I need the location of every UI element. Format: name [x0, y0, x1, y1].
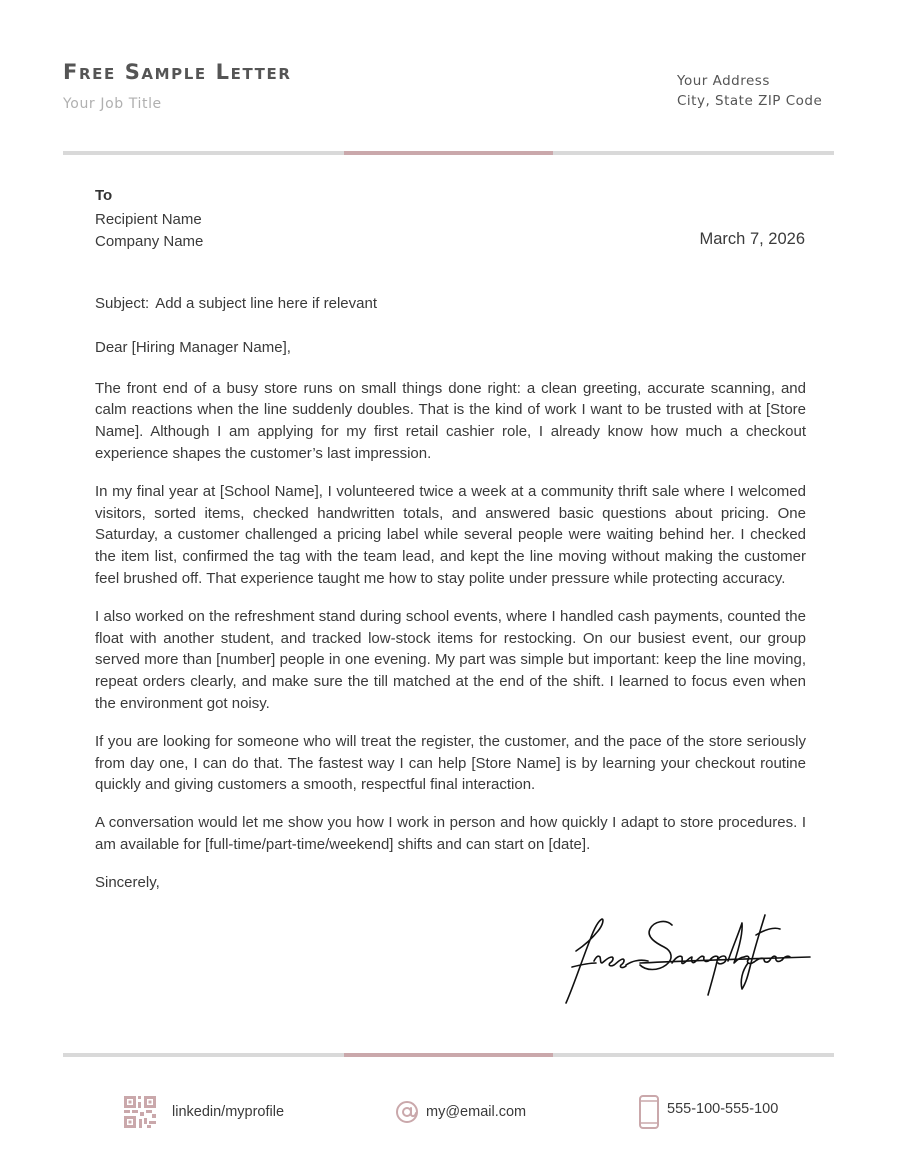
qr-code-icon — [122, 1094, 158, 1130]
body-paragraph-2: In my final year at [School Name], I volunteered twice a week at a community thrift sale where I welcomed visitors, sorted items, checked handwritten totals, and answered basic questions about pricing. One Saturday, a customer challenged a pricing label while several people were waiting behind her. I checked the item list, confirmed the tag with the team lead, and kept the line moving without making the customer feel brushed off. That experience taught me how to stay polite under pressure while protecting accuracy. — [95, 482, 806, 587]
subject-text: Add a subject line here if relevant — [155, 295, 378, 312]
at-sign-icon — [395, 1100, 419, 1124]
subject-label: Subject: — [95, 295, 150, 312]
body-paragraph-5: A conversation would let me show you how I work in person and how quickly I adapt to store procedures. I am available for [full-time/part-time/weekend] shifts and can start on [date]. — [95, 814, 806, 853]
footer-phone[interactable] — [638, 1094, 778, 1130]
sender-address — [677, 71, 822, 111]
email-text: my@email.com — [426, 1104, 527, 1120]
recipient-name: Recipient Name — [95, 211, 202, 228]
to-label: To — [95, 187, 113, 204]
letter-date: March 7, 2026 — [699, 230, 805, 248]
greeting: Dear [Hiring Manager Name], — [95, 338, 291, 356]
address-line-2: City, State ZIP Code — [677, 93, 823, 109]
footer-divider-accent — [344, 1053, 553, 1057]
closing: Sincerely, — [95, 873, 160, 891]
handwritten-signature — [560, 905, 815, 1010]
linkedin-text: linkedin/myprofile — [172, 1104, 285, 1120]
letter-body — [95, 293, 806, 910]
subject-line — [95, 293, 806, 315]
phone-text: 555-100-555-100 — [667, 1101, 779, 1117]
header-divider-accent — [344, 151, 553, 155]
phone-icon — [638, 1094, 660, 1130]
footer-email[interactable] — [395, 1094, 526, 1130]
job-title: Your Job Title — [63, 96, 162, 112]
body-paragraph-1: The front end of a busy store runs on small things done right: a clean greeting, accurate scanning, and calm reactions when the line suddenly doubles. That is the kind of work I want to be trusted with at [Store Name]. Although I am applying for my first retail cashier role, I already know how much a checkout experience shapes the customer’s last impression. — [95, 379, 806, 462]
footer-linkedin[interactable] — [122, 1094, 284, 1130]
company-name: Company Name — [95, 233, 204, 250]
recipient-block — [95, 209, 203, 253]
header-divider — [63, 151, 834, 155]
footer-divider — [63, 1053, 834, 1057]
address-line-1: Your Address — [677, 73, 770, 89]
body-paragraph-3: I also worked on the refreshment stand during school events, where I handled cash payments, counted the float with another student, and tracked low-stock items for restocking. On our busiest event, our group served more than [number] people in one evening. My part was simple but important: keep the line moving, repeat orders clearly, and make sure the till matched at the end of the shift. I learned to focus even when the environment got noisy. — [95, 607, 806, 712]
sender-name: Free Sample Letter — [63, 60, 292, 84]
body-paragraph-4: If you are looking for someone who will treat the register, the customer, and the pace of the store seriously from day one, I can do that. The fastest way I can help [Store Name] is by learning your checkout routine quickly and giving customers a smooth, respectful final interaction. — [95, 732, 806, 794]
